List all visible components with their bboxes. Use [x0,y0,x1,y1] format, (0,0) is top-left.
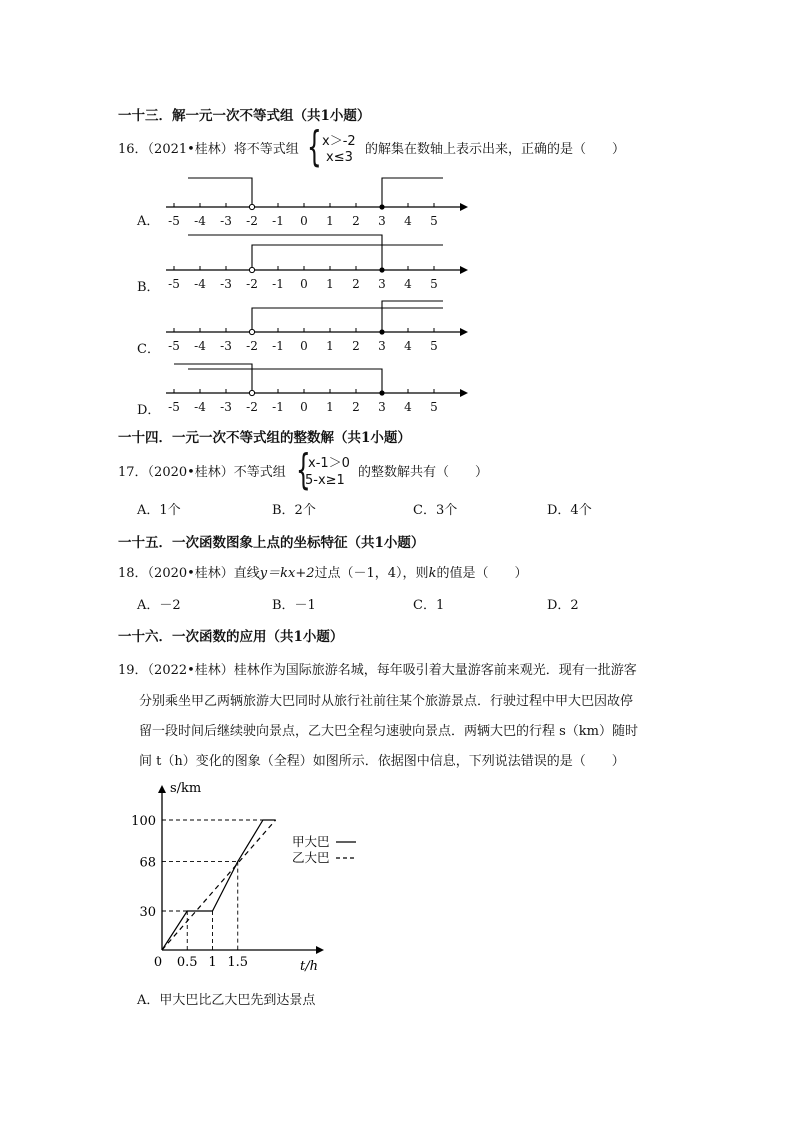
chart-x-tick-label: 0.5 [176,955,198,970]
number-line-c-tick-label: 4 [404,339,412,353]
q18-option-a[interactable]: A．－2 [137,598,181,613]
section-16-title: 一十六．一次函数的应用（共1小题） [118,629,344,645]
q18-part3: 的值是（ ） [436,566,528,581]
number-line-b-tick-label: -3 [220,277,232,291]
number-line-a-tick-label: -3 [220,214,232,228]
q18-option-b[interactable]: B．－1 [272,598,316,613]
q19-line3: 留一段时间后继续驶向景点，乙大巴全程匀速驶向景点．两辆大巴的行程 s（km）随时 [139,724,639,739]
chart-y-tick-label: 30 [139,905,156,920]
number-line-b-tick-label: 5 [430,277,438,291]
q19-line1: 19．（2022•桂林）桂林作为国际旅游名城，每年吸引着大量游客前来观光．现有一批游客 [118,663,637,678]
number-line-c-tick-label: -3 [220,339,232,353]
chart-legend-label: 乙大巴 [292,850,330,865]
number-line-b-tick-label: -2 [246,277,258,291]
chart-y-tick-label: 68 [139,855,156,871]
number-line-d-tick-label: 4 [404,400,412,414]
chart-x-tick-label: 1 [208,955,217,970]
number-line-a-tick-label: -4 [194,214,206,228]
q19-option-a[interactable]: A．甲大巴比乙大巴先到达景点 [137,993,316,1008]
number-line-a-tick-label: 3 [378,214,386,228]
number-line-b-tick-label: 4 [404,277,412,291]
number-line-b-tick-label: 3 [378,277,386,291]
q17-ineq2: 5-x≥1 [305,473,345,488]
q16-option-c[interactable]: C． [137,342,160,357]
number-line-d-tick-label: 3 [378,400,386,414]
number-line-d-tick-label: -2 [246,400,258,414]
chart-y-tick-label: 100 [131,814,156,829]
number-line-a-tick-label: 4 [404,214,412,228]
q17-suffix: 的整数解共有（ ） [358,465,489,480]
q16-option-d[interactable]: D． [137,403,161,418]
q17-option-c[interactable]: C．3个 [413,503,458,518]
number-line-b-tick-label: 0 [300,277,308,291]
number-line-b-tick-label: -5 [168,277,180,291]
section-13-title: 一十三．解一元一次不等式组（共1小题） [118,108,371,124]
chart-y-arrow [158,785,166,793]
number-line-a-tick-label: 2 [352,214,360,228]
number-line-c-tick-label: 5 [430,339,438,353]
q17-prefix: 17．（2020•桂林）不等式组 [118,465,286,480]
q18-part2: 过点（－1，4），则 [314,566,429,581]
number-line-d-tick-label: -3 [220,400,232,414]
number-line-d-tick-label: 1 [326,400,334,414]
q17-brace: { [296,445,311,494]
number-line-b-tick-label: -1 [272,277,284,291]
q16-option-a[interactable]: A． [137,214,160,229]
q18-option-d[interactable]: D．2 [547,598,579,613]
number-line-b-tick-label: 2 [352,277,360,291]
q16-brace: { [307,122,322,171]
number-line-a-tick-label: 0 [300,214,308,228]
number-line-a-tick-label: -5 [168,214,180,228]
number-line-d-tick-label: 0 [300,400,308,414]
q17-option-d[interactable]: D．4个 [547,503,592,518]
number-line-d-tick-label: 5 [430,400,438,414]
number-line-b-tick-label: -4 [194,277,206,291]
q16-ineq2: x≤3 [326,150,353,165]
q16-suffix: 的解集在数轴上表示出来，正确的是（ ） [365,142,626,157]
number-line-d-tick-label: -4 [194,400,206,414]
q17-option-a[interactable]: A．1个 [137,503,181,518]
chart-series-yi [162,820,276,950]
section-14-title: 一十四．一元一次不等式组的整数解（共1小题） [118,430,411,446]
q19-line2: 分别乘坐甲乙两辆旅游大巴同时从旅行社前往某个旅游景点．行驶过程中甲大巴因故停 [139,694,634,709]
number-line-d-tick-label: -5 [168,400,180,414]
chart-legend-label: 甲大巴 [292,834,330,849]
chart-x-arrow [316,946,324,954]
q16-ineq1: x＞-2 [322,134,356,149]
number-line-a-tick-label: -2 [246,214,258,228]
number-line-c-tick-label: -5 [168,339,180,353]
q17-option-b[interactable]: B．2个 [272,503,316,518]
number-line-b-tick-label: 1 [326,277,334,291]
q16-option-b[interactable]: B． [137,280,160,295]
number-line-a-tick-label: 5 [430,214,438,228]
number-line-d-tick-label: -1 [272,400,284,414]
number-line-c-tick-label: 0 [300,339,308,353]
chart-x-label: t/h [300,959,318,974]
number-line-c-tick-label: 1 [326,339,334,353]
q18-part1: 18．（2020•桂林）直线 [118,566,260,581]
number-line-c-tick-label: -2 [246,339,258,353]
q18-option-c[interactable]: C．1 [413,598,445,613]
chart-x-tick-label: 0 [153,955,163,970]
q17-ineq1: x-1＞0 [308,456,350,471]
q18-k: k [428,566,437,581]
number-line-c-tick-label: -4 [194,339,206,353]
number-line-c-tick-label: 2 [352,339,360,353]
number-line-d-tick-label: 2 [352,400,360,414]
q16-prefix: 16．（2021•桂林）将不等式组 [118,142,299,157]
chart-x-tick-label: 1.5 [227,955,249,970]
chart-y-label: s/km [170,781,202,796]
section-15-title: 一十五．一次函数图象上点的坐标特征（共1小题） [118,535,425,551]
number-line-a-tick-label: 1 [326,214,334,228]
q19-line4: 间 t（h）变化的图象（全程）如图所示．依据图中信息，下列说法错误的是（ ） [139,754,625,769]
number-line-c-tick-label: -1 [272,339,284,353]
q18-formula: y＝kx+2 [259,566,315,581]
number-line-c-tick-label: 3 [378,339,386,353]
number-line-a-tick-label: -1 [272,214,284,228]
